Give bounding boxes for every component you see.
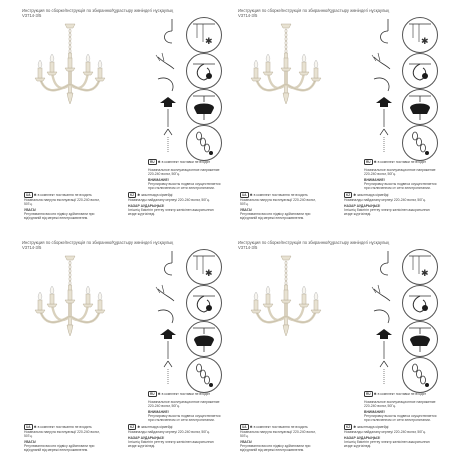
assembly-diagrams	[148, 249, 222, 389]
detail-circle-hook	[402, 285, 438, 321]
kz-lamps-note: жиынтыққа кірмейді	[141, 425, 173, 429]
kz-warning: НАЗАР АУДАРЫҢЫЗ!	[128, 436, 165, 440]
ru-voltage: Номинальное эксплуатационное напряжение 220-240 вольт, 50Гц.	[148, 168, 220, 176]
ua-bottom	[240, 198, 320, 220]
kz-warning: НАЗАР АУДАРЫҢЫЗ!	[128, 204, 165, 208]
ru-voltage: Номинальное эксплуатационное напряжение 220-240 вольт, 50Гц.	[364, 168, 436, 176]
bulb-star-icon: ✱	[137, 425, 141, 429]
ru-lamps-note: в комплект поставки не входят	[161, 392, 211, 396]
detail-circle-chain	[186, 125, 222, 161]
detail-circle-chain	[186, 357, 222, 393]
ua-warning-text: Регулювання висоти підвісу здійснювати при від'єднаній від мережі електроживлення.	[24, 444, 95, 452]
bulb-star-icon: ✱	[373, 160, 377, 164]
kz-warning: НАЗАР АУДАРЫҢЫЗ!	[344, 204, 381, 208]
chandelier-illustration	[240, 254, 332, 354]
ua-bottom	[24, 198, 104, 220]
detail-circle-chain	[402, 357, 438, 393]
ru-voltage: Номинальное эксплуатационное напряжение 220-240 вольт, 50Гц.	[148, 400, 220, 408]
assembly-diagrams	[364, 17, 438, 157]
kz-voltage: Номиналды пайдалану кернеуі 220-240 вольт, 50Гц.	[128, 430, 210, 434]
ru-block	[148, 391, 222, 422]
kz-bottom	[128, 430, 222, 448]
ru-block	[364, 159, 438, 190]
ua-lamps-note: в комплект постачання не входять	[253, 193, 308, 197]
ua-badge: UA	[242, 193, 247, 197]
ru-block	[364, 391, 438, 422]
detail-circle-star	[402, 17, 438, 53]
kz-warning-text: Ілгіштің биіктігін реттеу электр желісінен ажыратылған кезде жүргізіледі.	[344, 440, 430, 448]
hook-diagram	[368, 249, 396, 389]
detail-circle-canopy	[402, 89, 438, 125]
kz-badge: KZ	[130, 193, 135, 197]
ru-warning: ВНИМАНИЕ!	[148, 410, 169, 414]
ua-badge: UA	[26, 425, 31, 429]
assembly-diagrams	[364, 249, 438, 389]
chandelier-illustration	[24, 22, 116, 122]
bulb-star-icon: ✱	[137, 193, 141, 197]
detail-circle-chain	[402, 125, 438, 161]
bulb-star-icon: ✱	[353, 193, 357, 197]
svg-text:✱: ✱	[421, 269, 429, 279]
kz-voltage: Номиналды пайдалану кернеуі 220-240 вольт, 50Гц.	[344, 430, 426, 434]
ru-warning-text: Регулировку высоты подвеса осуществляется при отключенном от сети электропитании.	[364, 414, 437, 422]
kz-lamps-note: жиынтыққа кірмейді	[357, 425, 389, 429]
ua-badge: UA	[26, 193, 31, 197]
kz-badge: KZ	[130, 425, 135, 429]
kz-warning-text: Ілгіштің биіктігін реттеу электр желісінен ажыратылған кезде жүргізіледі.	[128, 208, 214, 216]
detail-circle-star	[186, 249, 222, 285]
ua-warning-text: Регулювання висоти підвісу здійснювати при від'єднаній від мережі електроживлення.	[24, 212, 95, 220]
instruction-sheet	[238, 8, 438, 220]
ua-voltage: Номінальна напруга експлуатації 220-240 вольт, 50Гц.	[24, 198, 100, 206]
ua-lamps-note: в комплект постачання не входять	[37, 425, 92, 429]
bulb-star-icon: ✱	[373, 392, 377, 396]
kz-warning-text: Ілгіштің биіктігін реттеу электр желісінен ажыратылған кезде жүргізіледі.	[128, 440, 214, 448]
ru-badge: RU	[150, 392, 155, 396]
detail-circle-hook	[402, 53, 438, 89]
kz-lamps-note: жиынтыққа кірмейді	[141, 193, 173, 197]
instruction-sheet	[22, 240, 222, 452]
detail-circle-hook	[186, 285, 222, 321]
bulb-star-icon: ✱	[33, 193, 37, 197]
kz-bottom	[344, 430, 438, 448]
ua-bottom	[24, 430, 104, 452]
kz-warning: НАЗАР АУДАРЫҢЫЗ!	[344, 436, 381, 440]
ua-warning-text: Регулювання висоти підвісу здійснювати при від'єднаній від мережі електроживлення.	[240, 212, 311, 220]
ru-badge: RU	[366, 160, 371, 164]
ua-warning: УВАГА!	[24, 208, 37, 212]
bulb-star-icon: ✱	[249, 425, 253, 429]
bulb-star-icon: ✱	[157, 392, 161, 396]
svg-text:✱: ✱	[421, 37, 429, 47]
kz-voltage: Номиналды пайдалану кернеуі 220-240 вольт, 50Гц.	[344, 198, 426, 202]
detail-circle-canopy	[186, 321, 222, 357]
detail-circle-canopy	[186, 89, 222, 125]
detail-circle-canopy	[402, 321, 438, 357]
bulb-star-icon: ✱	[353, 425, 357, 429]
kz-lamps-note: жиынтыққа кірмейді	[357, 193, 389, 197]
ua-voltage: Номінальна напруга експлуатації 220-240 вольт, 50Гц.	[24, 430, 100, 438]
ua-bottom	[240, 430, 320, 452]
ua-lamps-note: в комплект постачання не входять	[37, 193, 92, 197]
ru-warning-text: Регулировку высоты подвеса осуществляется при отключенном от сети электропитании.	[148, 182, 221, 190]
model-number: V3714-3/5	[238, 245, 258, 250]
detail-circle-star	[402, 249, 438, 285]
ru-warning: ВНИМАНИЕ!	[148, 178, 169, 182]
ua-badge: UA	[242, 425, 247, 429]
assembly-diagrams	[148, 17, 222, 157]
bulb-star-icon: ✱	[33, 425, 37, 429]
instruction-sheet	[238, 240, 438, 452]
ua-warning-text: Регулювання висоти підвісу здійснювати при від'єднаній від мережі електроживлення.	[240, 444, 311, 452]
chandelier-illustration	[24, 254, 116, 354]
kz-warning-text: Ілгіштің биіктігін реттеу электр желісінен ажыратылған кезде жүргізіледі.	[344, 208, 430, 216]
title-text: Инструкция по сборке/Інструкція по збиранню/Құрастыру жөніндегі нұсқаулық	[238, 8, 390, 13]
ru-lamps-note: в комплект поставки не входят	[377, 160, 427, 164]
title-text: Инструкция по сборке/Інструкція по збиранню/Құрастыру жөніндегі нұсқаулық	[22, 240, 174, 245]
ua-voltage: Номінальна напруга експлуатації 220-240 вольт, 50Гц.	[240, 430, 316, 438]
kz-bottom	[344, 198, 438, 216]
title-text: Инструкция по сборке/Інструкція по збиранню/Құрастыру жөніндегі нұсқаулық	[22, 8, 174, 13]
kz-badge: KZ	[346, 425, 351, 429]
ua-warning: УВАГА!	[240, 208, 253, 212]
hook-diagram	[152, 249, 180, 389]
kz-bottom	[128, 198, 222, 216]
svg-text:✱: ✱	[205, 37, 213, 47]
ru-badge: RU	[150, 160, 155, 164]
instruction-sheet	[22, 8, 222, 220]
ua-voltage: Номінальна напруга експлуатації 220-240 вольт, 50Гц.	[240, 198, 316, 206]
ru-warning: ВНИМАНИЕ!	[364, 410, 385, 414]
ru-block	[148, 159, 222, 190]
detail-circle-star	[186, 17, 222, 53]
hook-diagram	[152, 17, 180, 157]
ru-warning: ВНИМАНИЕ!	[364, 178, 385, 182]
bulb-star-icon: ✱	[249, 193, 253, 197]
ru-warning-text: Регулировку высоты подвеса осуществляется при отключенном от сети электропитании.	[148, 414, 221, 422]
model-number: V3714-3/5	[22, 13, 42, 18]
ua-warning: УВАГА!	[240, 440, 253, 444]
chandelier-illustration	[240, 22, 332, 122]
ua-lamps-note: в комплект постачання не входять	[253, 425, 308, 429]
model-number: V3714-3/5	[238, 13, 258, 18]
ru-voltage: Номинальное эксплуатационное напряжение 220-240 вольт, 50Гц.	[364, 400, 436, 408]
bulb-star-icon: ✱	[157, 160, 161, 164]
ru-lamps-note: в комплект поставки не входят	[377, 392, 427, 396]
svg-text:✱: ✱	[205, 269, 213, 279]
kz-voltage: Номиналды пайдалану кернеуі 220-240 вольт, 50Гц.	[128, 198, 210, 202]
model-number: V3714-3/5	[22, 245, 42, 250]
ru-warning-text: Регулировку высоты подвеса осуществляется при отключенном от сети электропитании.	[364, 182, 437, 190]
hook-diagram	[368, 17, 396, 157]
ru-badge: RU	[366, 392, 371, 396]
ru-lamps-note: в комплект поставки не входят	[161, 160, 211, 164]
ua-warning: УВАГА!	[24, 440, 37, 444]
detail-circle-hook	[186, 53, 222, 89]
title-text: Инструкция по сборке/Інструкція по збиранню/Құрастыру жөніндегі нұсқаулық	[238, 240, 390, 245]
kz-badge: KZ	[346, 193, 351, 197]
